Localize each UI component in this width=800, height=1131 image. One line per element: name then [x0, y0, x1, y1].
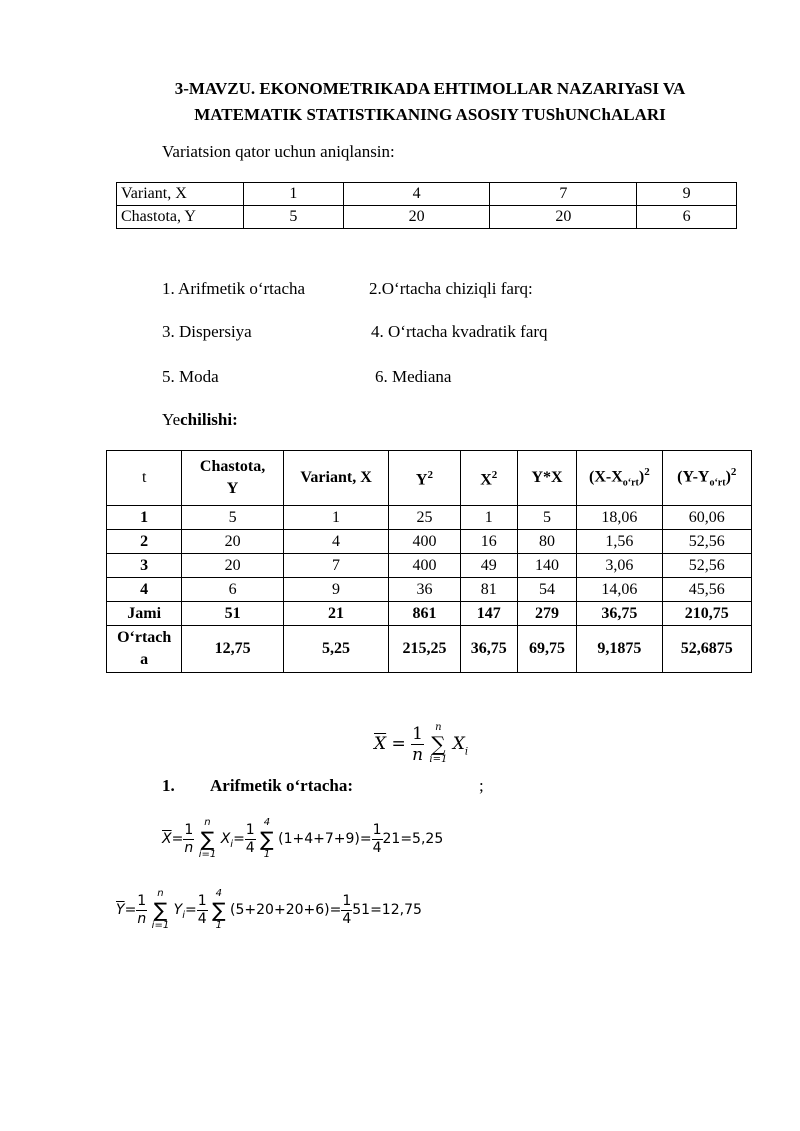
solution-table [106, 450, 752, 673]
table-cell: 20 [182, 554, 283, 578]
table-row [117, 206, 737, 229]
table-cell: 5,25 [283, 626, 388, 673]
header-y-squared [389, 451, 460, 506]
task-2: 2.O‘rtacha chiziqli farq: [369, 279, 533, 298]
fraction [245, 822, 256, 857]
header-dx-squared [577, 451, 662, 506]
fraction [341, 893, 352, 928]
table-cell: 1 [460, 506, 517, 530]
solution-prefix: Ye [162, 410, 181, 429]
formula-result: 51=12,75 [352, 902, 422, 918]
formula-equals: = [391, 734, 406, 754]
fraction-denominator: 4 [342, 910, 352, 927]
sigma-icon: ∑ [212, 898, 226, 922]
table-cell: 147 [460, 602, 517, 626]
table-cell: 20 [343, 206, 490, 229]
sum-upper: 4 [215, 888, 223, 899]
table-cell: 25 [389, 506, 460, 530]
table-cell: 12,75 [182, 626, 283, 673]
solution-rest: chilishi: [180, 410, 238, 429]
header-x: X [480, 471, 492, 489]
formula-lhs: $\overline{X}$ [374, 734, 387, 754]
header-x-squared [460, 451, 517, 506]
table-cell: 6 [182, 578, 283, 602]
header-dx: (X-X [589, 468, 623, 486]
sum-sign [152, 888, 170, 932]
subscript: o‘rt [622, 477, 639, 489]
table-cell: 36,75 [577, 602, 662, 626]
fraction-denominator: n [137, 910, 147, 927]
formula-expression: (5+20+20+6)= [230, 902, 342, 918]
fraction-numerator: 1 [342, 892, 352, 909]
fraction-numerator: 1 [372, 821, 382, 838]
title-line-1: 3-MAVZU. EKONOMETRIKADA EHTIMOLLAR NAZARIYaSI VA [174, 79, 686, 98]
fraction [197, 893, 208, 928]
table-cell: 21 [283, 602, 388, 626]
formula-number: 1. [162, 776, 175, 795]
formula-semicolon: ; [479, 776, 484, 795]
table-cell: 80 [517, 530, 576, 554]
fraction-numerator: 1 [184, 821, 194, 838]
sum-sign [429, 722, 447, 766]
table-header-row [107, 451, 752, 506]
sigma-icon: ∑ [200, 827, 215, 851]
table-cell: 1 [107, 506, 182, 530]
table-row [107, 578, 752, 602]
table-cell: 215,25 [389, 626, 460, 673]
sigma-icon: ∑ [153, 898, 168, 922]
table-cell: 60,06 [662, 506, 751, 530]
header-frequency-line2: Y [226, 480, 239, 497]
table-cell: 5 [244, 206, 344, 229]
table-cell: 1 [283, 506, 388, 530]
sum-lower: i=1 [429, 754, 448, 765]
average-label-line1: O‘rtach [117, 629, 172, 646]
exponent: 2 [427, 469, 433, 482]
fraction-denominator: n [184, 839, 194, 856]
general-mean-formula [374, 722, 468, 766]
y-mean-formula: $\overline{Y}=$ $\frac{1}{n}$ n ∑ i=1 $Y_i=$ $\frac{1}{4}$ 4 ∑ 1 (5+20+20+6)= $\frac{1}{4}$ 51=12,75 [116, 888, 422, 931]
table-cell: 16 [460, 530, 517, 554]
table-cell: 5 [182, 506, 283, 530]
table-cell: 18,06 [577, 506, 662, 530]
task-6: 6. Mediana [375, 367, 452, 386]
fraction [136, 893, 147, 928]
header-dy: (Y-Y [677, 468, 710, 486]
table-cell: 400 [389, 554, 460, 578]
sigma-icon: ∑ [431, 732, 446, 756]
table-cell: 14,06 [577, 578, 662, 602]
header-variant: Variant, X [283, 451, 388, 506]
formula-label: Arifmetik o‘rtacha: [210, 776, 354, 795]
fraction [372, 822, 383, 857]
header-frequency [182, 451, 283, 506]
exponent: 2 [730, 466, 737, 479]
table-cell: 7 [490, 183, 637, 206]
sum-upper: 4 [263, 817, 271, 828]
formula-subscript: i [464, 746, 469, 758]
title-line-2: MATEMATIK STATISTIKANING ASOSIY TUShUNChALARI [194, 105, 666, 124]
formula-term: Y [173, 902, 183, 918]
exponent: 2 [644, 466, 650, 479]
task-4: 4. O‘rtacha kvadratik farq [371, 322, 548, 341]
average-label [107, 626, 182, 673]
header-t: t [107, 451, 182, 506]
formula-expression: (1+4+7+9)= [278, 831, 372, 847]
table-cell: 52,56 [662, 554, 751, 578]
fraction-denominator: 4 [372, 839, 382, 856]
task-3: 3. Dispersiya [162, 322, 252, 341]
table-cell: 1 [244, 183, 344, 206]
intro-text: Variatsion qator uchun aniqlansin: [162, 142, 395, 161]
fraction-numerator: 1 [197, 892, 207, 909]
sum-sign [260, 817, 273, 861]
table-cell: 52,6875 [662, 626, 751, 673]
subscript: o‘rt [709, 477, 726, 489]
table-cell: 20 [182, 530, 283, 554]
table-cell: 36 [389, 578, 460, 602]
table-cell: 52,56 [662, 530, 751, 554]
fraction [411, 724, 424, 765]
fraction-denominator: n [412, 744, 424, 765]
table-cell: 279 [517, 602, 576, 626]
table-cell: 140 [517, 554, 576, 578]
formula-result: 21=5,25 [382, 831, 444, 847]
exponent: 2 [491, 469, 498, 482]
page-title [100, 76, 760, 128]
header-frequency-line1: Chastota, [199, 458, 266, 475]
sum-upper: n [435, 722, 442, 733]
row-label: Chastota, Y [117, 206, 244, 229]
table-cell: 49 [460, 554, 517, 578]
table-cell: 400 [389, 530, 460, 554]
sum-lower: i=1 [198, 849, 217, 860]
header-y: Y [415, 471, 428, 489]
table-cell: 9 [637, 183, 737, 206]
table-cell: 9,1875 [577, 626, 662, 673]
formula-term: X [452, 734, 465, 754]
table-cell: 45,56 [662, 578, 751, 602]
table-row [107, 530, 752, 554]
fraction-numerator: 1 [245, 821, 255, 838]
variation-table [116, 182, 737, 229]
table-cell: 4 [107, 578, 182, 602]
table-cell: 7 [283, 554, 388, 578]
sum-lower: 1 [215, 920, 223, 931]
average-row [107, 626, 752, 673]
task-1: 1. Arifmetik o‘rtacha [162, 279, 306, 298]
table-cell: 9 [283, 578, 388, 602]
sum-sign [212, 888, 225, 932]
sum-upper: n [204, 817, 211, 828]
table-cell: 861 [389, 602, 460, 626]
formula-term: X [220, 831, 231, 847]
table-cell: 6 [637, 206, 737, 229]
table-cell: 3,06 [577, 554, 662, 578]
table-cell: 4 [343, 183, 490, 206]
sigma-icon: ∑ [260, 827, 274, 851]
table-cell: 54 [517, 578, 576, 602]
table-cell: 81 [460, 578, 517, 602]
paren: ) [725, 468, 731, 486]
table-cell: 3 [107, 554, 182, 578]
sum-lower: 1 [263, 849, 271, 860]
fraction-numerator: 1 [137, 892, 147, 909]
header-yx: Y*X [517, 451, 576, 506]
sum-sign [199, 817, 217, 861]
table-row [107, 506, 752, 530]
fraction [183, 822, 194, 857]
fraction-denominator: 4 [197, 910, 207, 927]
table-row [107, 554, 752, 578]
formula-subscript: i [182, 909, 185, 921]
table-cell: 69,75 [517, 626, 576, 673]
formula-subscript: i [230, 838, 234, 850]
sum-upper: n [157, 888, 164, 899]
average-label-line2: a [140, 651, 149, 668]
formula-lhs: $\overline{Y}$ [116, 902, 125, 918]
x-mean-formula: $\overline{X}=$ $\frac{1}{n}$ n ∑ i=1 $X_i=$ $\frac{1}{4}$ 4 ∑ 1 (1+4+7+9)= $\frac{1}{4}$ 21=5,25 [162, 817, 444, 860]
table-cell: 5 [517, 506, 576, 530]
sum-lower: i=1 [151, 920, 170, 931]
table-cell: 20 [490, 206, 637, 229]
fraction-denominator: 4 [245, 839, 255, 856]
table-cell: 4 [283, 530, 388, 554]
table-row [117, 183, 737, 206]
table-cell: Jami [107, 602, 182, 626]
task-5: 5. Moda [162, 367, 219, 386]
table-cell: 210,75 [662, 602, 751, 626]
formula-lhs: $\overline{X}$ [162, 831, 172, 847]
total-row [107, 602, 752, 626]
fraction-numerator: 1 [412, 723, 423, 744]
row-label: Variant, X [117, 183, 244, 206]
solution-heading [162, 410, 238, 430]
table-cell: 1,56 [577, 530, 662, 554]
table-cell: 36,75 [460, 626, 517, 673]
paren: ) [638, 468, 645, 486]
header-dy-squared [662, 451, 751, 506]
table-cell: 2 [107, 530, 182, 554]
table-cell: 51 [182, 602, 283, 626]
